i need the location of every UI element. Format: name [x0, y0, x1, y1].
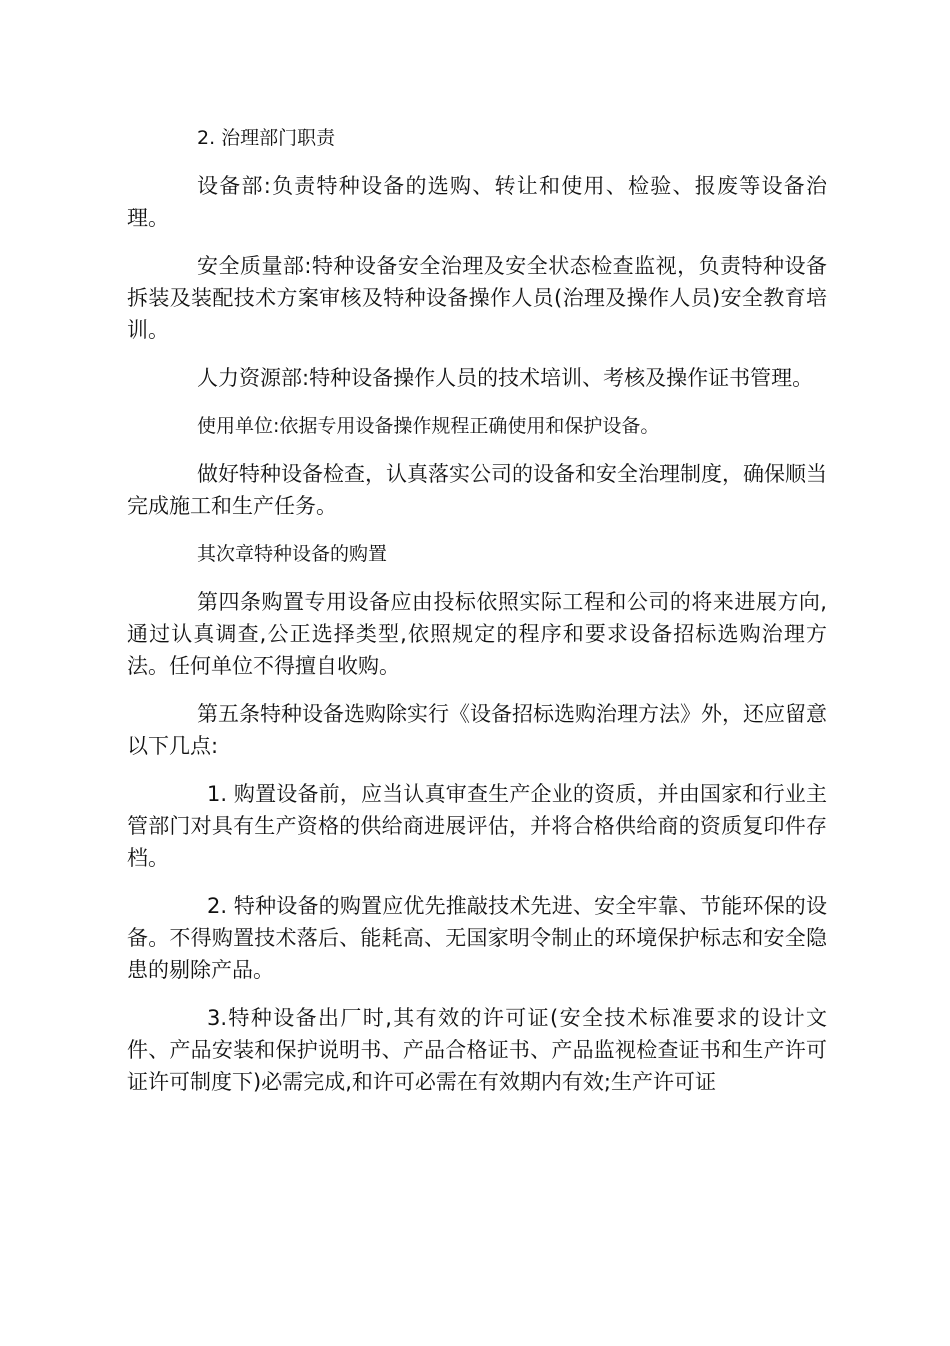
paragraph-equipment-dept: 设备部:负责特种设备的选购、转让和使用、检验、报废等设备治理。	[127, 174, 827, 230]
paragraph-inspection: 做好特种设备检查，认真落实公司的设备和安全治理制度，确保顺当完成施工和生产任务。	[127, 462, 827, 518]
document-body	[127, 122, 827, 1114]
paragraph-hr-dept: 人力资源部:特种设备操作人员的技术培训、考核及操作证书管理。	[197, 366, 814, 390]
paragraph-using-unit: 使用单位:依据专用设备操作规程正确使用和保护设备。	[197, 415, 660, 437]
paragraph-safety-quality-dept: 安全质量部:特种设备安全治理及安全状态检查监视，负责特种设备拆装及装配技术方案审核及特种设备操作人员(治理及操作人员)安全教育培训。	[127, 254, 827, 342]
paragraph-article-5: 第五条特种设备选购除实行《设备招标选购治理方法》外，还应留意以下几点:	[127, 702, 827, 758]
chapter-heading: 其次章特种设备的购置	[197, 543, 388, 565]
section-heading: 2. 治理部门职责	[197, 127, 336, 149]
list-item-3: 3.特种设备出厂时,其有效的许可证(安全技术标准要求的设计文件、产品安装和保护说明书、产品合格证书、产品监视检查证书和生产许可证许可制度下)必需完成,和许可必需在有效期内有效;生产许可证	[127, 1006, 827, 1094]
list-item-1: 1. 购置设备前，应当认真审查生产企业的资质，并由国家和行业主管部门对具有生产资格的供给商进展评估，并将合格供给商的资质复印件存档。	[127, 782, 827, 870]
paragraph-article-4: 第四条购置专用设备应由投标依照实际工程和公司的将来进展方向,通过认真调查,公正选择类型,依照规定的程序和要求设备招标选购治理方法。任何单位不得擅自收购。	[127, 590, 827, 678]
list-item-2: 2. 特种设备的购置应优先推敲技术先进、安全牢靠、节能环保的设备。不得购置技术落后、能耗高、无国家明令制止的环境保护标志和安全隐患的剔除产品。	[127, 894, 827, 982]
